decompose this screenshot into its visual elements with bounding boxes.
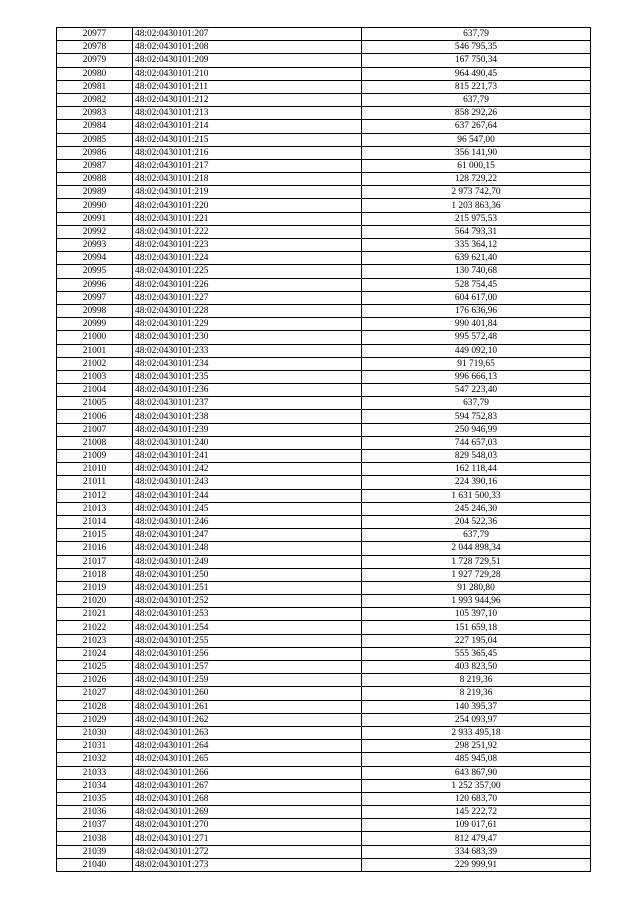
cadastral-number-cell: 48:02:0430101:216 xyxy=(133,146,362,159)
row-number-cell: 21008 xyxy=(57,436,133,449)
table-row xyxy=(57,265,591,278)
table-row xyxy=(57,423,591,436)
value-cell: 964 490,45 xyxy=(362,67,591,80)
value-cell: 604 617,00 xyxy=(362,291,591,304)
row-number-cell: 21036 xyxy=(57,806,133,819)
table-row xyxy=(57,173,591,186)
value-cell: 637,79 xyxy=(362,397,591,410)
cadastral-number-cell: 48:02:0430101:239 xyxy=(133,423,362,436)
value-cell: 224 390,16 xyxy=(362,476,591,489)
row-number-cell: 21015 xyxy=(57,529,133,542)
row-number-cell: 21029 xyxy=(57,713,133,726)
cadastral-number-cell: 48:02:0430101:236 xyxy=(133,384,362,397)
row-number-cell: 21001 xyxy=(57,344,133,357)
row-number-cell: 21002 xyxy=(57,357,133,370)
row-number-cell: 20980 xyxy=(57,67,133,80)
cadastral-number-cell: 48:02:0430101:250 xyxy=(133,568,362,581)
value-cell: 858 292,26 xyxy=(362,107,591,120)
row-number-cell: 20989 xyxy=(57,186,133,199)
table-row xyxy=(57,542,591,555)
value-cell: 140 395,37 xyxy=(362,700,591,713)
table-row xyxy=(57,146,591,159)
table-row xyxy=(57,357,591,370)
value-cell: 227 195,04 xyxy=(362,634,591,647)
value-cell: 356 141,90 xyxy=(362,146,591,159)
cadastral-number-cell: 48:02:0430101:266 xyxy=(133,766,362,779)
value-cell: 130 740,68 xyxy=(362,265,591,278)
table-row xyxy=(57,740,591,753)
row-number-cell: 20987 xyxy=(57,159,133,172)
cadastral-number-cell: 48:02:0430101:218 xyxy=(133,173,362,186)
row-number-cell: 21040 xyxy=(57,858,133,871)
table-row xyxy=(57,792,591,805)
row-number-cell: 21021 xyxy=(57,608,133,621)
row-number-cell: 21032 xyxy=(57,753,133,766)
value-cell: 1 927 729,28 xyxy=(362,568,591,581)
cadastral-number-cell: 48:02:0430101:237 xyxy=(133,397,362,410)
table-row xyxy=(57,766,591,779)
table-row xyxy=(57,133,591,146)
value-cell: 637,79 xyxy=(362,529,591,542)
table-row xyxy=(57,186,591,199)
value-cell: 298 251,92 xyxy=(362,740,591,753)
row-number-cell: 21035 xyxy=(57,792,133,805)
value-cell: 334 683,39 xyxy=(362,845,591,858)
row-number-cell: 21018 xyxy=(57,568,133,581)
cadastral-number-cell: 48:02:0430101:267 xyxy=(133,779,362,792)
cadastral-number-cell: 48:02:0430101:265 xyxy=(133,753,362,766)
row-number-cell: 21023 xyxy=(57,634,133,647)
table-row xyxy=(57,832,591,845)
value-cell: 2 933 495,18 xyxy=(362,726,591,739)
cadastral-number-cell: 48:02:0430101:271 xyxy=(133,832,362,845)
value-cell: 2 044 898,34 xyxy=(362,542,591,555)
row-number-cell: 20995 xyxy=(57,265,133,278)
table-row xyxy=(57,581,591,594)
row-number-cell: 20985 xyxy=(57,133,133,146)
cadastral-number-cell: 48:02:0430101:257 xyxy=(133,661,362,674)
row-number-cell: 21038 xyxy=(57,832,133,845)
value-cell: 61 000,15 xyxy=(362,159,591,172)
value-cell: 990 401,84 xyxy=(362,318,591,331)
table-row xyxy=(57,647,591,660)
table-row xyxy=(57,384,591,397)
value-cell: 528 754,45 xyxy=(362,278,591,291)
value-cell: 1 631 500,33 xyxy=(362,489,591,502)
row-number-cell: 20977 xyxy=(57,28,133,41)
value-cell: 594 752,83 xyxy=(362,410,591,423)
cadastral-number-cell: 48:02:0430101:255 xyxy=(133,634,362,647)
table-row xyxy=(57,858,591,871)
row-number-cell: 20986 xyxy=(57,146,133,159)
row-number-cell: 21022 xyxy=(57,621,133,634)
row-number-cell: 21016 xyxy=(57,542,133,555)
row-number-cell: 20984 xyxy=(57,120,133,133)
cadastral-number-cell: 48:02:0430101:212 xyxy=(133,93,362,106)
row-number-cell: 20982 xyxy=(57,93,133,106)
value-cell: 1 728 729,51 xyxy=(362,555,591,568)
value-cell: 1 993 944,96 xyxy=(362,595,591,608)
table-row xyxy=(57,595,591,608)
cadastral-number-cell: 48:02:0430101:248 xyxy=(133,542,362,555)
cadastral-number-cell: 48:02:0430101:268 xyxy=(133,792,362,805)
value-cell: 637,79 xyxy=(362,93,591,106)
value-cell: 167 750,34 xyxy=(362,54,591,67)
table-row xyxy=(57,436,591,449)
value-cell: 120 683,70 xyxy=(362,792,591,805)
row-number-cell: 20991 xyxy=(57,212,133,225)
value-cell: 996 666,13 xyxy=(362,370,591,383)
table-row xyxy=(57,397,591,410)
table-row xyxy=(57,120,591,133)
cadastral-value-table xyxy=(56,27,591,872)
value-cell: 250 946,99 xyxy=(362,423,591,436)
row-number-cell: 21011 xyxy=(57,476,133,489)
cadastral-number-cell: 48:02:0430101:209 xyxy=(133,54,362,67)
row-number-cell: 20990 xyxy=(57,199,133,212)
cadastral-number-cell: 48:02:0430101:238 xyxy=(133,410,362,423)
table-row xyxy=(57,845,591,858)
row-number-cell: 21000 xyxy=(57,331,133,344)
cadastral-number-cell: 48:02:0430101:226 xyxy=(133,278,362,291)
cadastral-number-cell: 48:02:0430101:263 xyxy=(133,726,362,739)
value-cell: 637,79 xyxy=(362,28,591,41)
value-cell: 2 973 742,70 xyxy=(362,186,591,199)
row-number-cell: 21033 xyxy=(57,766,133,779)
cadastral-number-cell: 48:02:0430101:208 xyxy=(133,41,362,54)
cadastral-number-cell: 48:02:0430101:228 xyxy=(133,304,362,317)
table-row xyxy=(57,450,591,463)
cadastral-number-cell: 48:02:0430101:251 xyxy=(133,581,362,594)
row-number-cell: 20983 xyxy=(57,107,133,120)
cadastral-number-cell: 48:02:0430101:254 xyxy=(133,621,362,634)
cadastral-number-cell: 48:02:0430101:246 xyxy=(133,515,362,528)
row-number-cell: 21003 xyxy=(57,370,133,383)
row-number-cell: 20979 xyxy=(57,54,133,67)
row-number-cell: 21004 xyxy=(57,384,133,397)
value-cell: 555 365,45 xyxy=(362,647,591,660)
value-cell: 8 219,36 xyxy=(362,674,591,687)
cadastral-number-cell: 48:02:0430101:230 xyxy=(133,331,362,344)
table-row xyxy=(57,410,591,423)
cadastral-number-cell: 48:02:0430101:240 xyxy=(133,436,362,449)
table-row xyxy=(57,700,591,713)
cadastral-number-cell: 48:02:0430101:213 xyxy=(133,107,362,120)
document-page xyxy=(56,27,590,872)
table-row xyxy=(57,687,591,700)
cadastral-number-cell: 48:02:0430101:221 xyxy=(133,212,362,225)
cadastral-number-cell: 48:02:0430101:222 xyxy=(133,225,362,238)
table-row xyxy=(57,278,591,291)
cadastral-number-cell: 48:02:0430101:259 xyxy=(133,674,362,687)
row-number-cell: 21014 xyxy=(57,515,133,528)
value-cell: 96 547,00 xyxy=(362,133,591,146)
row-number-cell: 20993 xyxy=(57,239,133,252)
table-row xyxy=(57,318,591,331)
value-cell: 91 280,80 xyxy=(362,581,591,594)
cadastral-number-cell: 48:02:0430101:225 xyxy=(133,265,362,278)
table-row xyxy=(57,634,591,647)
cadastral-number-cell: 48:02:0430101:214 xyxy=(133,120,362,133)
table-row xyxy=(57,621,591,634)
table-row xyxy=(57,753,591,766)
table-row xyxy=(57,107,591,120)
value-cell: 335 364,12 xyxy=(362,239,591,252)
value-cell: 128 729,22 xyxy=(362,173,591,186)
cadastral-number-cell: 48:02:0430101:256 xyxy=(133,647,362,660)
cadastral-number-cell: 48:02:0430101:241 xyxy=(133,450,362,463)
value-cell: 829 548,03 xyxy=(362,450,591,463)
row-number-cell: 21026 xyxy=(57,674,133,687)
row-number-cell: 20999 xyxy=(57,318,133,331)
value-cell: 91 719,65 xyxy=(362,357,591,370)
value-cell: 812 479,47 xyxy=(362,832,591,845)
cadastral-number-cell: 48:02:0430101:262 xyxy=(133,713,362,726)
row-number-cell: 21031 xyxy=(57,740,133,753)
cadastral-number-cell: 48:02:0430101:264 xyxy=(133,740,362,753)
row-number-cell: 21039 xyxy=(57,845,133,858)
table-row xyxy=(57,80,591,93)
row-number-cell: 20981 xyxy=(57,80,133,93)
table-row xyxy=(57,726,591,739)
cadastral-number-cell: 48:02:0430101:270 xyxy=(133,819,362,832)
row-number-cell: 21012 xyxy=(57,489,133,502)
cadastral-number-cell: 48:02:0430101:219 xyxy=(133,186,362,199)
row-number-cell: 21028 xyxy=(57,700,133,713)
value-cell: 485 945,08 xyxy=(362,753,591,766)
table-row xyxy=(57,463,591,476)
value-cell: 643 867,90 xyxy=(362,766,591,779)
row-number-cell: 21024 xyxy=(57,647,133,660)
value-cell: 109 017,61 xyxy=(362,819,591,832)
value-cell: 245 246,30 xyxy=(362,502,591,515)
value-cell: 151 659,18 xyxy=(362,621,591,634)
value-cell: 145 222,72 xyxy=(362,806,591,819)
cadastral-number-cell: 48:02:0430101:252 xyxy=(133,595,362,608)
cadastral-number-cell: 48:02:0430101:269 xyxy=(133,806,362,819)
value-cell: 254 093,97 xyxy=(362,713,591,726)
value-cell: 204 522,36 xyxy=(362,515,591,528)
row-number-cell: 20978 xyxy=(57,41,133,54)
value-cell: 995 572,48 xyxy=(362,331,591,344)
table-row xyxy=(57,370,591,383)
row-number-cell: 20994 xyxy=(57,252,133,265)
table-row xyxy=(57,93,591,106)
value-cell: 162 118,44 xyxy=(362,463,591,476)
value-cell: 639 621,40 xyxy=(362,252,591,265)
table-row xyxy=(57,661,591,674)
table-row xyxy=(57,713,591,726)
cadastral-number-cell: 48:02:0430101:223 xyxy=(133,239,362,252)
row-number-cell: 20992 xyxy=(57,225,133,238)
value-cell: 105 397,10 xyxy=(362,608,591,621)
value-cell: 547 223,40 xyxy=(362,384,591,397)
table-row xyxy=(57,502,591,515)
row-number-cell: 21009 xyxy=(57,450,133,463)
cadastral-number-cell: 48:02:0430101:235 xyxy=(133,370,362,383)
cadastral-number-cell: 48:02:0430101:234 xyxy=(133,357,362,370)
cadastral-number-cell: 48:02:0430101:217 xyxy=(133,159,362,172)
table-row xyxy=(57,28,591,41)
row-number-cell: 21007 xyxy=(57,423,133,436)
table-row xyxy=(57,344,591,357)
table-row xyxy=(57,568,591,581)
table-row xyxy=(57,159,591,172)
cadastral-number-cell: 48:02:0430101:242 xyxy=(133,463,362,476)
cadastral-number-cell: 48:02:0430101:227 xyxy=(133,291,362,304)
row-number-cell: 21019 xyxy=(57,581,133,594)
cadastral-number-cell: 48:02:0430101:253 xyxy=(133,608,362,621)
row-number-cell: 21006 xyxy=(57,410,133,423)
row-number-cell: 21010 xyxy=(57,463,133,476)
row-number-cell: 20998 xyxy=(57,304,133,317)
row-number-cell: 21025 xyxy=(57,661,133,674)
table-row xyxy=(57,291,591,304)
cadastral-number-cell: 48:02:0430101:249 xyxy=(133,555,362,568)
table-row xyxy=(57,529,591,542)
table-row xyxy=(57,806,591,819)
table-row xyxy=(57,608,591,621)
cadastral-number-cell: 48:02:0430101:272 xyxy=(133,845,362,858)
cadastral-number-cell: 48:02:0430101:273 xyxy=(133,858,362,871)
cadastral-number-cell: 48:02:0430101:215 xyxy=(133,133,362,146)
value-cell: 449 092,10 xyxy=(362,344,591,357)
table-row xyxy=(57,252,591,265)
row-number-cell: 21027 xyxy=(57,687,133,700)
cadastral-number-cell: 48:02:0430101:247 xyxy=(133,529,362,542)
table-row xyxy=(57,304,591,317)
table-row xyxy=(57,515,591,528)
value-cell: 815 221,73 xyxy=(362,80,591,93)
cadastral-number-cell: 48:02:0430101:207 xyxy=(133,28,362,41)
cadastral-number-cell: 48:02:0430101:229 xyxy=(133,318,362,331)
cadastral-number-cell: 48:02:0430101:261 xyxy=(133,700,362,713)
row-number-cell: 20997 xyxy=(57,291,133,304)
row-number-cell: 21017 xyxy=(57,555,133,568)
value-cell: 229 999,91 xyxy=(362,858,591,871)
cadastral-number-cell: 48:02:0430101:224 xyxy=(133,252,362,265)
value-cell: 564 793,31 xyxy=(362,225,591,238)
row-number-cell: 21034 xyxy=(57,779,133,792)
row-number-cell: 21020 xyxy=(57,595,133,608)
value-cell: 744 657,03 xyxy=(362,436,591,449)
value-cell: 637 267,64 xyxy=(362,120,591,133)
cadastral-number-cell: 48:02:0430101:260 xyxy=(133,687,362,700)
table-body xyxy=(57,28,591,872)
row-number-cell: 21037 xyxy=(57,819,133,832)
cadastral-number-cell: 48:02:0430101:211 xyxy=(133,80,362,93)
cadastral-number-cell: 48:02:0430101:210 xyxy=(133,67,362,80)
table-row xyxy=(57,239,591,252)
cadastral-number-cell: 48:02:0430101:233 xyxy=(133,344,362,357)
row-number-cell: 21030 xyxy=(57,726,133,739)
value-cell: 546 795,35 xyxy=(362,41,591,54)
row-number-cell: 21005 xyxy=(57,397,133,410)
table-row xyxy=(57,199,591,212)
cadastral-number-cell: 48:02:0430101:220 xyxy=(133,199,362,212)
table-row xyxy=(57,225,591,238)
table-row xyxy=(57,67,591,80)
table-row xyxy=(57,489,591,502)
value-cell: 403 823,50 xyxy=(362,661,591,674)
table-row xyxy=(57,212,591,225)
table-row xyxy=(57,54,591,67)
row-number-cell: 20996 xyxy=(57,278,133,291)
value-cell: 1 203 863,36 xyxy=(362,199,591,212)
table-row xyxy=(57,331,591,344)
row-number-cell: 21013 xyxy=(57,502,133,515)
table-row xyxy=(57,555,591,568)
table-row xyxy=(57,779,591,792)
table-row xyxy=(57,41,591,54)
value-cell: 1 252 357,00 xyxy=(362,779,591,792)
value-cell: 176 636,96 xyxy=(362,304,591,317)
cadastral-number-cell: 48:02:0430101:245 xyxy=(133,502,362,515)
value-cell: 215 975,53 xyxy=(362,212,591,225)
row-number-cell: 20988 xyxy=(57,173,133,186)
table-row xyxy=(57,674,591,687)
table-row xyxy=(57,476,591,489)
value-cell: 8 219,36 xyxy=(362,687,591,700)
cadastral-number-cell: 48:02:0430101:244 xyxy=(133,489,362,502)
table-row xyxy=(57,819,591,832)
cadastral-number-cell: 48:02:0430101:243 xyxy=(133,476,362,489)
